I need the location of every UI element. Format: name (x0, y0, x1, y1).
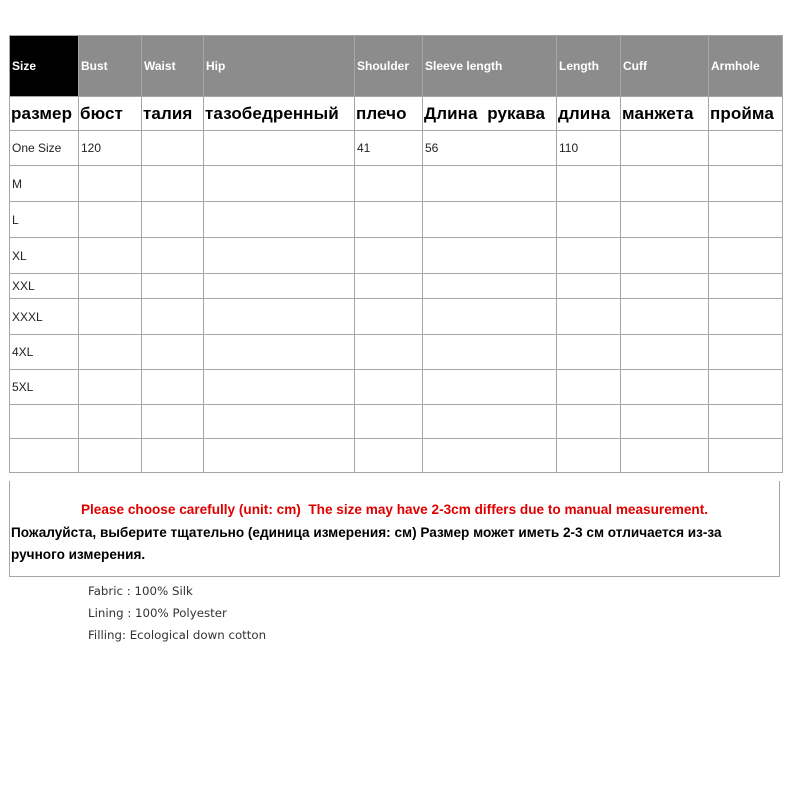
table-cell (423, 405, 557, 439)
ru-header-hip: тазобедренный (204, 97, 355, 131)
table-cell (355, 166, 423, 202)
table-cell (423, 335, 557, 370)
header-length: Length (557, 36, 621, 97)
table-cell (355, 274, 423, 299)
table-cell (142, 370, 204, 405)
table-cell: 4XL (10, 335, 79, 370)
ru-header-armhole: пройма (709, 97, 783, 131)
table-cell (79, 335, 142, 370)
table-cell (355, 370, 423, 405)
table-cell: XL (10, 238, 79, 274)
table-cell: XXXL (10, 299, 79, 335)
table-cell (621, 131, 709, 166)
ru-header-length: длина (557, 97, 621, 131)
table-cell: 120 (79, 131, 142, 166)
table-cell (423, 202, 557, 238)
table-cell (557, 299, 621, 335)
filling-line: Filling: Ecological down cotton (88, 628, 267, 642)
fabric-line: Fabric : 100% Silk (88, 584, 193, 598)
table-cell (355, 238, 423, 274)
table-cell (142, 335, 204, 370)
header-row (10, 36, 783, 97)
table-cell (557, 439, 621, 473)
table-cell (557, 274, 621, 299)
header-sleeve-length: Sleeve length (423, 36, 557, 97)
table-cell (79, 439, 142, 473)
table-cell (204, 274, 355, 299)
table-cell (204, 299, 355, 335)
header-shoulder: Shoulder (355, 36, 423, 97)
table-cell: 5XL (10, 370, 79, 405)
table-cell (79, 202, 142, 238)
header-bust: Bust (79, 36, 142, 97)
table-cell: XXL (10, 274, 79, 299)
table-cell (79, 405, 142, 439)
table-cell (423, 238, 557, 274)
table-cell (621, 405, 709, 439)
table-row (10, 335, 783, 370)
table-cell (142, 439, 204, 473)
table-cell (709, 274, 783, 299)
table-cell (79, 370, 142, 405)
table-cell (709, 439, 783, 473)
table-cell (142, 238, 204, 274)
table-cell (423, 299, 557, 335)
table-cell: 110 (557, 131, 621, 166)
table-cell (79, 166, 142, 202)
ru-header-sleeve-length: Длина рукава (423, 97, 557, 131)
warning-text-ru: Пожалуйста, выберите тщательно (единица измерения: см) Размер может иметь 2-3 см отличается из-за ручного измерения. (11, 525, 722, 562)
table-cell (557, 166, 621, 202)
table-cell (709, 370, 783, 405)
ru-header-shoulder: плечо (355, 97, 423, 131)
table-cell (142, 299, 204, 335)
table-cell: M (10, 166, 79, 202)
table-cell (10, 439, 79, 473)
table-cell (709, 238, 783, 274)
table-cell (142, 166, 204, 202)
table-row (10, 131, 783, 166)
ru-header-size: размер (10, 97, 79, 131)
table-cell (423, 370, 557, 405)
measurement-notice (9, 481, 780, 577)
table-cell (709, 131, 783, 166)
table-row (10, 202, 783, 238)
table-cell (557, 238, 621, 274)
table-cell (621, 274, 709, 299)
table-cell (204, 131, 355, 166)
ru-header-cuff: манжета (621, 97, 709, 131)
table-cell (709, 405, 783, 439)
table-cell (621, 370, 709, 405)
table-cell: 56 (423, 131, 557, 166)
table-cell (355, 299, 423, 335)
table-cell (79, 299, 142, 335)
table-row (10, 238, 783, 274)
table-cell (204, 405, 355, 439)
table-cell (621, 202, 709, 238)
table-cell (355, 439, 423, 473)
table-cell (423, 274, 557, 299)
table-row (10, 166, 783, 202)
fabric-info (88, 583, 266, 649)
lining-line: Lining : 100% Polyester (88, 606, 227, 620)
table-cell (557, 370, 621, 405)
table-cell (204, 166, 355, 202)
header-waist: Waist (142, 36, 204, 97)
table-cell (142, 202, 204, 238)
table-row (10, 370, 783, 405)
table-cell (621, 166, 709, 202)
table-cell (557, 405, 621, 439)
table-row (10, 299, 783, 335)
table-cell (621, 439, 709, 473)
table-cell (709, 166, 783, 202)
table-cell (10, 405, 79, 439)
table-cell (621, 238, 709, 274)
table-cell (79, 274, 142, 299)
table-cell (423, 166, 557, 202)
header-armhole: Armhole (709, 36, 783, 97)
table-row (10, 274, 783, 299)
table-cell (557, 335, 621, 370)
table-cell (709, 202, 783, 238)
warning-text: Please choose carefully (unit: cm) The size may have 2-3cm differs due to manual measurement. (80, 502, 709, 517)
ru-header-waist: талия (142, 97, 204, 131)
table-cell (142, 131, 204, 166)
ru-header-bust: бюст (79, 97, 142, 131)
table-cell (621, 335, 709, 370)
table-cell (355, 405, 423, 439)
header-size: Size (10, 36, 79, 97)
table-cell (709, 335, 783, 370)
table-cell (621, 299, 709, 335)
header-hip: Hip (204, 36, 355, 97)
table-cell (557, 202, 621, 238)
table-cell (142, 405, 204, 439)
table-cell (204, 335, 355, 370)
table-row (10, 405, 783, 439)
table-cell (204, 238, 355, 274)
header-cuff: Cuff (621, 36, 709, 97)
table-cell (204, 439, 355, 473)
table-cell (423, 439, 557, 473)
size-chart-table (9, 35, 783, 473)
table-cell (142, 274, 204, 299)
table-cell (204, 202, 355, 238)
table-cell (355, 335, 423, 370)
russian-header-row (10, 97, 783, 131)
table-cell (355, 202, 423, 238)
table-cell: One Size (10, 131, 79, 166)
table-cell (204, 370, 355, 405)
table-cell (79, 238, 142, 274)
table-row (10, 439, 783, 473)
table-cell: L (10, 202, 79, 238)
table-cell (709, 299, 783, 335)
table-cell: 41 (355, 131, 423, 166)
